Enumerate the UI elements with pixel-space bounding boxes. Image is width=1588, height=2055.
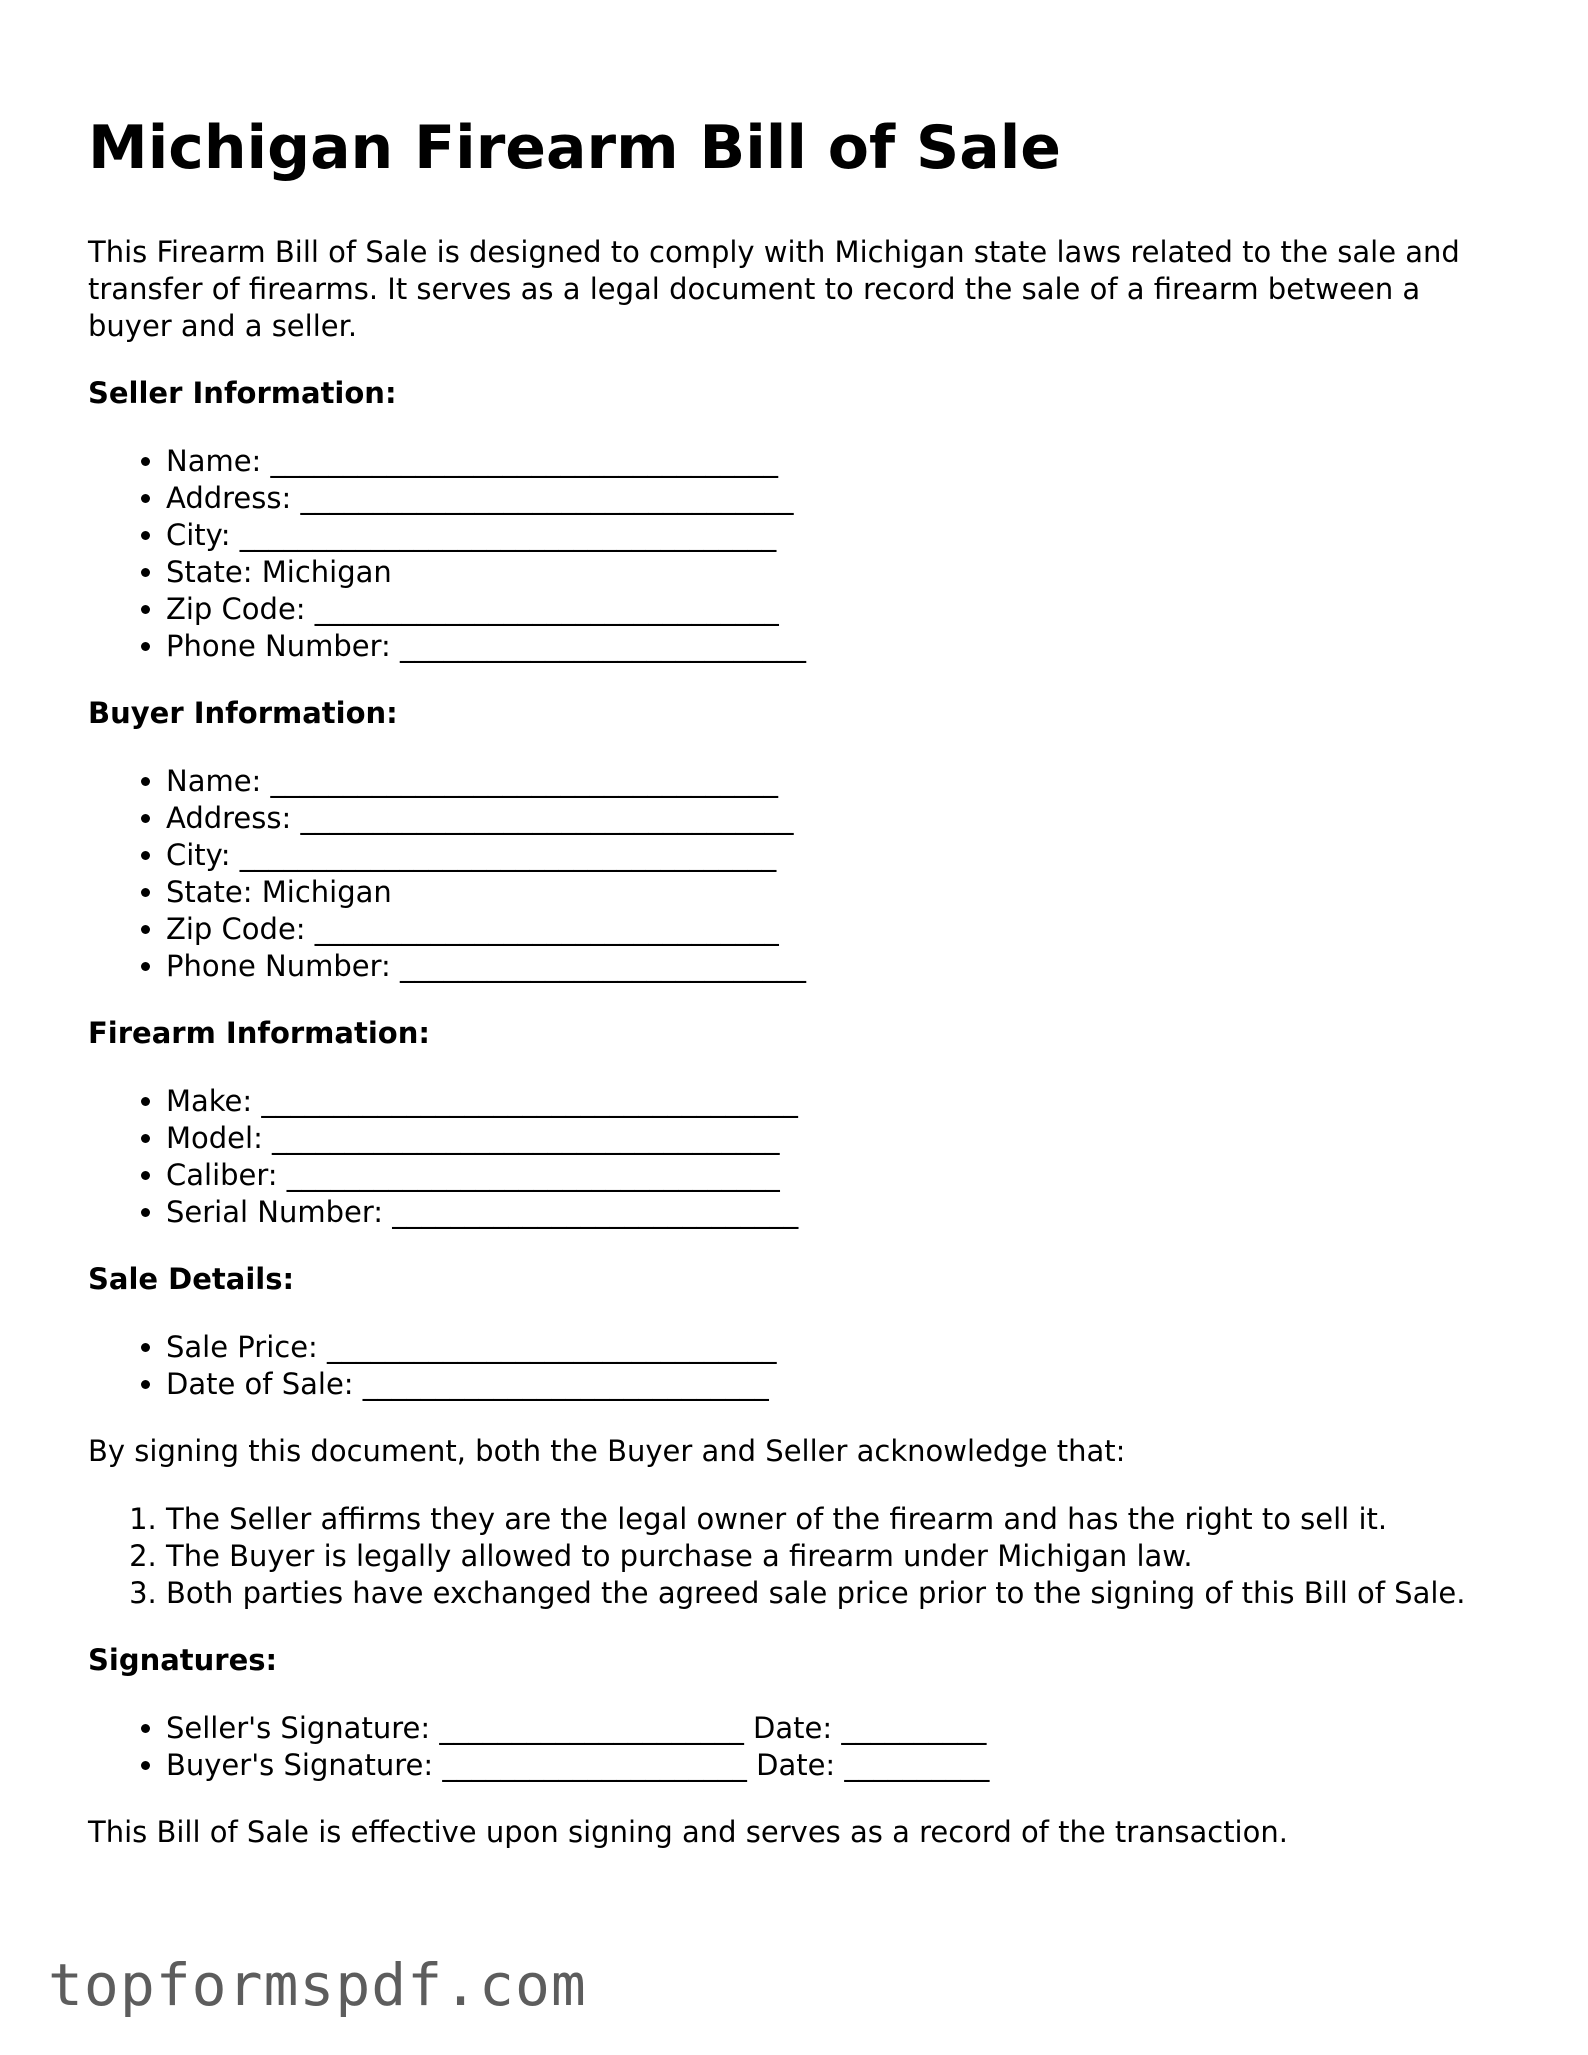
signatures-heading: Signatures: [88, 1643, 278, 1677]
seller-address-field[interactable]: • Address: __________________________________ [166, 480, 1508, 517]
page-title: Michigan Firearm Bill of Sale [88, 113, 1061, 183]
acknowledge-item: 3. Both parties have exchanged the agreed sale price prior to the signing of this Bill of Sale. [166, 1575, 1508, 1612]
acknowledge-text: By signing this document, both the Buyer and Seller acknowledge that: [88, 1434, 1126, 1468]
buyer-name-field[interactable]: • Name: ___________________________________ [166, 763, 1508, 800]
firearm-make-field[interactable]: • Make: _____________________________________ [166, 1083, 1508, 1120]
intro-paragraph: This Firearm Bill of Sale is designed to comply with Michigan state laws related to the sale and transfer of firearms. It serves as a legal document to record the sale of a firearm between a buyer and a seller. [88, 235, 1460, 343]
buyer-state: • State: Michigan [166, 874, 1508, 911]
buyer-heading: Buyer Information: [88, 696, 398, 730]
seller-list [88, 443, 1508, 665]
firearm-model-field[interactable]: • Model: ___________________________________ [166, 1120, 1508, 1157]
buyer-address-field[interactable]: • Address: __________________________________ [166, 800, 1508, 837]
buyer-phone-field[interactable]: • Phone Number: ____________________________ [166, 948, 1508, 985]
acknowledge-item: 2. The Buyer is legally allowed to purchase a firearm under Michigan law. [166, 1538, 1508, 1575]
seller-phone-field[interactable]: • Phone Number: ____________________________ [166, 628, 1508, 665]
buyer-zip-field[interactable]: • Zip Code: ________________________________ [166, 911, 1508, 948]
sale-heading: Sale Details: [88, 1262, 295, 1296]
signatures-list [88, 1710, 1508, 1784]
seller-state: • State: Michigan [166, 554, 1508, 591]
buyer-signature-field[interactable]: • Buyer's Signature: _____________________ Date: __________ [166, 1747, 1508, 1784]
closing-statement: This Bill of Sale is effective upon signing and serves as a record of the transaction. [88, 1815, 1288, 1849]
sale-list [88, 1329, 1508, 1403]
sale-price-field[interactable]: • Sale Price: _______________________________ [166, 1329, 1508, 1366]
seller-signature-field[interactable]: • Seller's Signature: _____________________ Date: __________ [166, 1710, 1508, 1747]
firearm-caliber-field[interactable]: • Caliber: __________________________________ [166, 1157, 1508, 1194]
firearm-list [88, 1083, 1508, 1231]
firearm-heading: Firearm Information: [88, 1016, 430, 1050]
seller-heading: Seller Information: [88, 376, 397, 410]
seller-zip-field[interactable]: • Zip Code: ________________________________ [166, 591, 1508, 628]
acknowledge-item: 1. The Seller affirms they are the legal owner of the firearm and has the right to sell it. [166, 1501, 1508, 1538]
watermark: topformspdf.com [48, 1951, 587, 2019]
buyer-list [88, 763, 1508, 985]
seller-name-field[interactable]: • Name: ___________________________________ [166, 443, 1508, 480]
buyer-city-field[interactable]: • City: _____________________________________ [166, 837, 1508, 874]
sale-date-field[interactable]: • Date of Sale: ____________________________ [166, 1366, 1508, 1403]
firearm-serial-field[interactable]: • Serial Number: ____________________________ [166, 1194, 1508, 1231]
seller-city-field[interactable]: • City: _____________________________________ [166, 517, 1508, 554]
document-page [88, 112, 1508, 1851]
acknowledge-list [88, 1501, 1508, 1612]
